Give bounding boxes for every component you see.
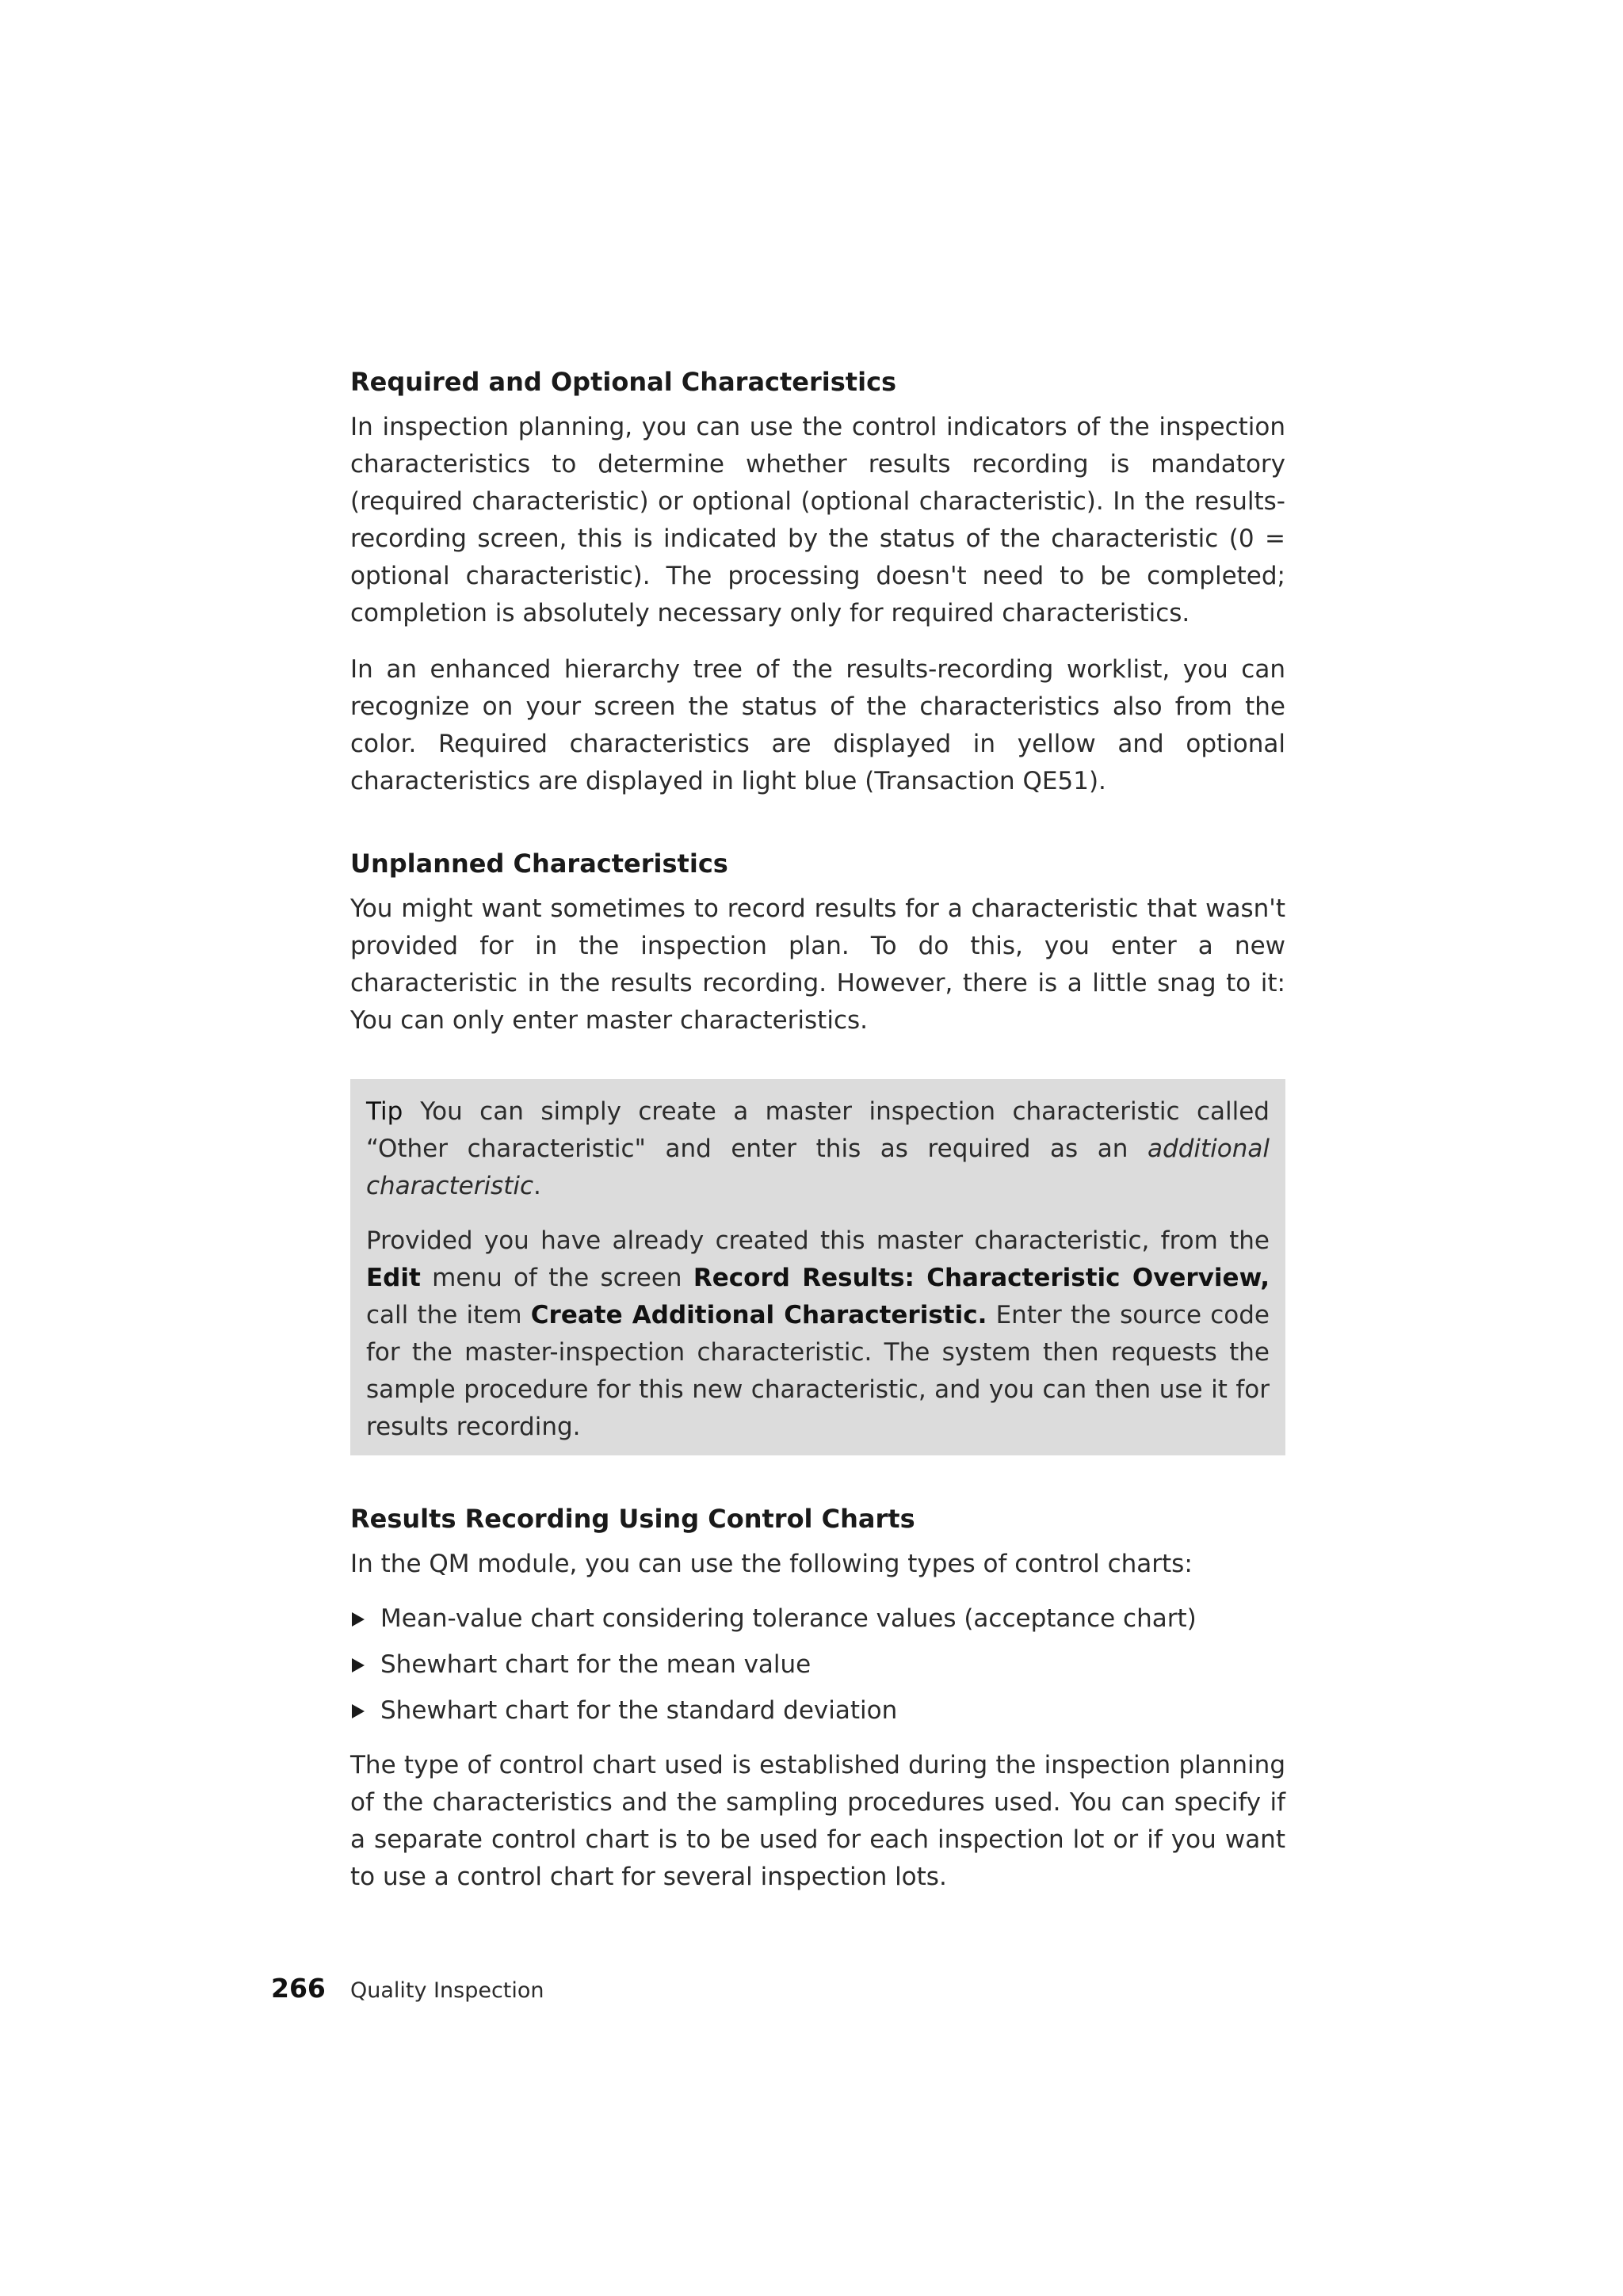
tip-text: menu of the screen — [420, 1264, 693, 1292]
list-item — [350, 1692, 1285, 1730]
paragraph: In inspection planning, you can use the control indicators of the inspection characteristics to determine whether results recording is mandatory (required characteristic) or optional (optional characteristic). In the results-recording screen, this is indicated by the status of the characteristic (0 = optional characteristic). The processing doesn't need to be completed; completion is absolutely necessary only for required characteristics. — [350, 413, 1285, 627]
page-body — [350, 364, 1285, 1896]
list-item — [350, 1600, 1285, 1638]
ui-term-menu-item: Create Additional Characteristic. — [530, 1301, 987, 1329]
tip-text: call the item — [366, 1301, 531, 1329]
list-item-text: Mean-value chart considering tolerance values (acceptance chart) — [380, 1604, 1197, 1633]
paragraph: In an enhanced hierarchy tree of the results-recording worklist, you can recognize on your screen the status of the characteristics also from the color. Required characteristics are displayed in yellow and optional characteristics are displayed in light blue (Transaction QE51). — [350, 655, 1285, 795]
ui-term-screen-name: Record Results: Characteristic Overview, — [693, 1264, 1270, 1292]
paragraph: You might want sometimes to record results for a characteristic that wasn't provided for in the inspection plan. To do this, you enter a new characteristic in the results recording. However, there is a little snag to it: You can only enter master characteristics. — [350, 894, 1285, 1035]
tip-paragraph — [366, 1222, 1270, 1446]
tip-text-end: . — [533, 1172, 541, 1200]
tip-text: Provided you have already created this master characteristic, from the — [366, 1226, 1270, 1255]
page-footer — [271, 1973, 544, 2008]
triangle-bullet-icon — [352, 1612, 365, 1627]
page-number: 266 — [271, 1973, 326, 2004]
list-item-text: Shewhart chart for the standard deviation — [380, 1696, 898, 1725]
tip-paragraph — [366, 1093, 1270, 1205]
section-heading-control-charts: Results Recording Using Control Charts — [350, 1504, 915, 1534]
bullet-list — [350, 1600, 1285, 1730]
paragraph: In the QM module, you can use the following types of control charts: — [350, 1550, 1193, 1578]
triangle-bullet-icon — [352, 1704, 365, 1718]
tip-label: Tip — [366, 1097, 403, 1126]
section-heading-required-optional: Required and Optional Characteristics — [350, 367, 897, 397]
list-item-text: Shewhart chart for the mean value — [380, 1650, 812, 1679]
running-title: Quality Inspection — [350, 1978, 544, 2003]
ui-term-edit-menu: Edit — [366, 1264, 421, 1292]
section-heading-unplanned: Unplanned Characteristics — [350, 849, 728, 879]
tip-text: Enter the source code for the master-inspection characteristic. The system then requests the sample procedure for this new characteristic, and you can then use it for results recording. — [366, 1301, 1270, 1441]
tip-text: You can simply create a master inspection characteristic called “Other characteristic" and enter this as required as an — [366, 1097, 1270, 1163]
tip-emphasis: additional characteristic — [366, 1135, 1270, 1200]
triangle-bullet-icon — [352, 1658, 365, 1672]
list-item — [350, 1646, 1285, 1684]
paragraph: The type of control chart used is established during the inspection planning of the characteristics and the sampling procedures used. You can specify if a separate control chart is to be used for each inspection lot or if you want to use a control chart for several inspection lots. — [350, 1751, 1285, 1891]
tip-box — [350, 1079, 1285, 1455]
